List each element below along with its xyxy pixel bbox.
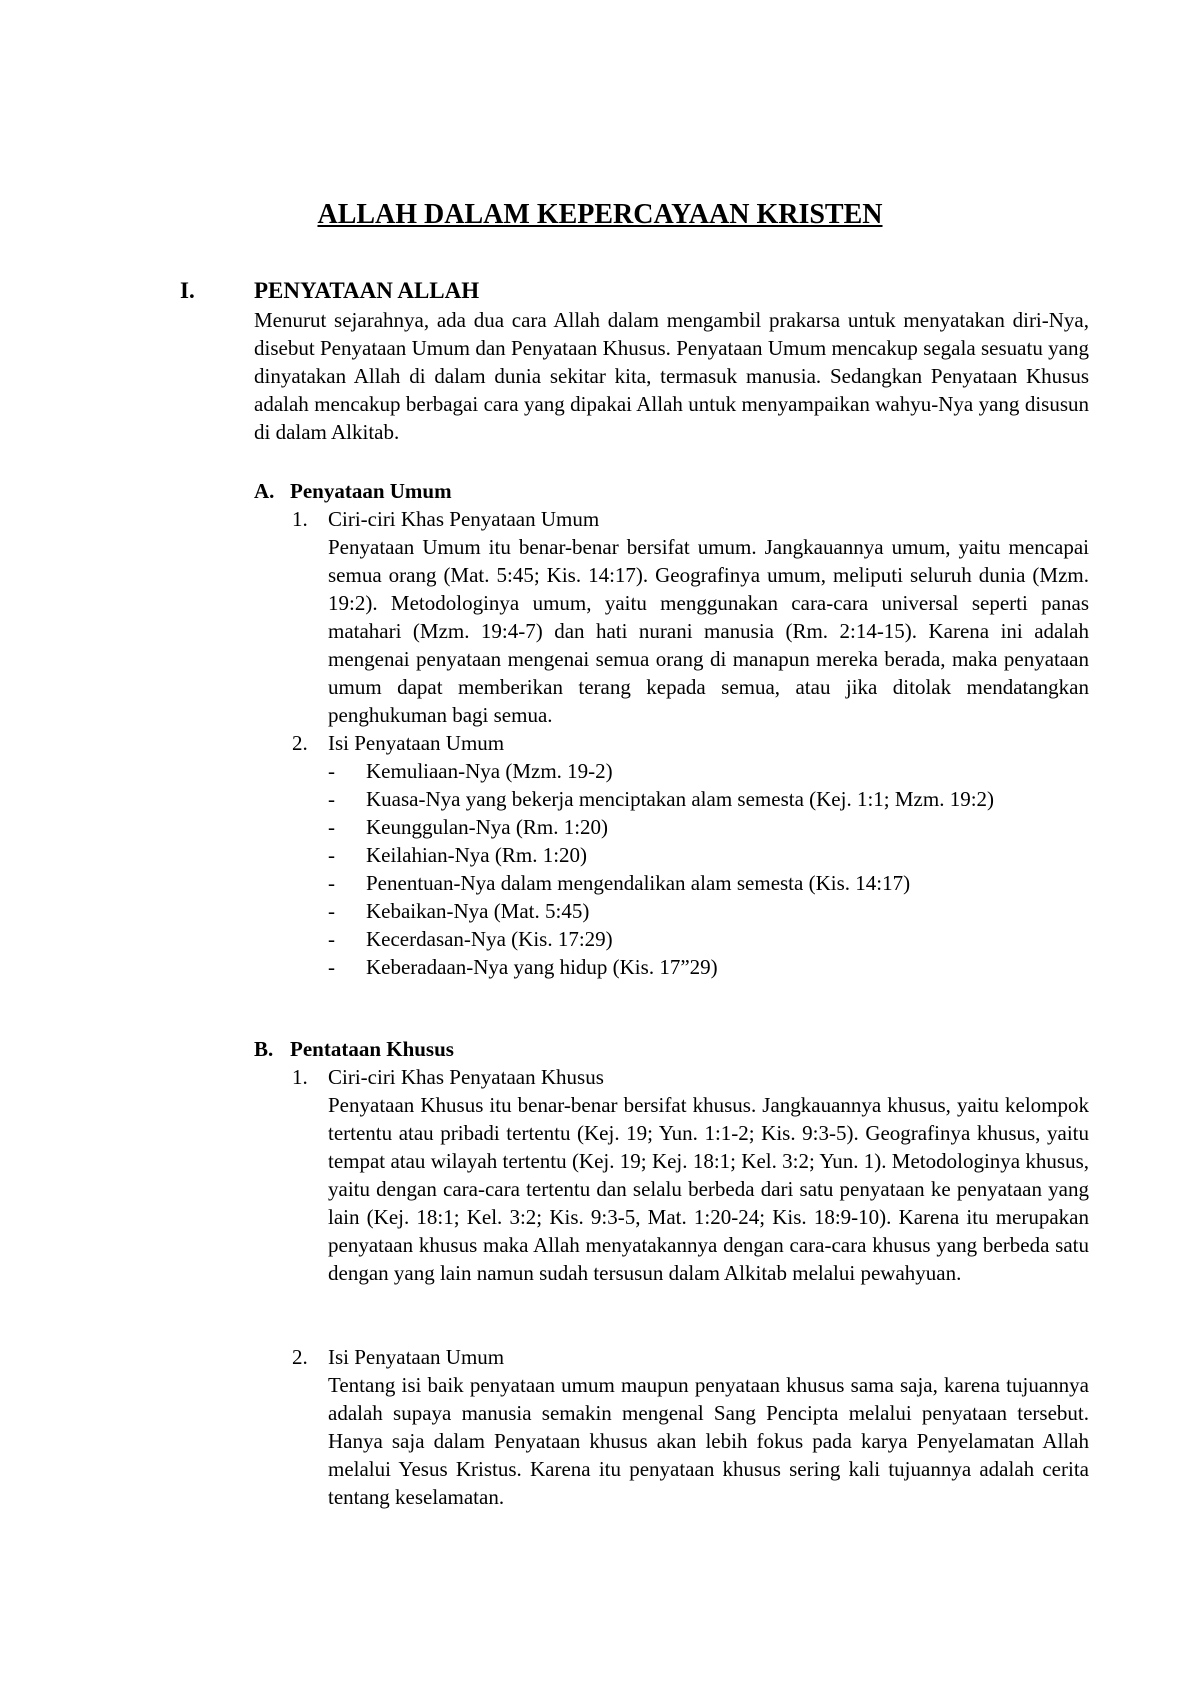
item-a1-paragraph: Penyataan Umum itu benar-benar bersifat umum. Jangkauannya umum, yaitu mencapai semua orang (Mat. 5:45; Kis. 14:17). Geografinya umum, meliputi seluruh dunia (Mzm. 19:2). Metodologinya umum, yaitu menggunakan cara-cara universal seperti panas matahari (Mzm. 19:4-7) dan hati nurani manusia (Rm. 2:14-15). Karena ini adalah mengenai penyataan mengenai semua orang di manapun mereka berada, maka penyataan umum dapat memberikan terang kepada semua, atau jika ditolak mendatangkan penghukuman bagi semua. bbox=[328, 535, 1089, 727]
item-a2-title: Isi Penyataan Umum bbox=[328, 731, 505, 755]
list-item bbox=[328, 813, 1089, 841]
list-item bbox=[328, 953, 1089, 981]
list-item-text: Kecerdasan-Nya (Kis. 17:29) bbox=[366, 927, 613, 951]
subsection-a-letter: A. bbox=[254, 479, 275, 503]
list-item-text: Kemuliaan-Nya (Mzm. 19-2) bbox=[366, 759, 613, 783]
item-b1-paragraph: Penyataan Khusus itu benar-benar bersifat khusus. Jangkauannya khusus, yaitu kelompok tertentu atau pribadi tertentu (Kej. 19; Yun. 1:1-2; Kis. 9:3-5). Geografinya khusus, yaitu tempat atau wilayah tertentu (Kej. 19; Kej. 18:1; Kel. 3:2; Yun. 1). Metodologinya khusus, yaitu dengan cara-cara tertentu dan selalu berbeda dari satu penyataan ke penyataan yang lain (Kej. 18:1; Kel. 3:2; Kis. 9:3-5, Mat. 1:20-24; Kis. 18:9-10). Karena itu merupakan penyataan khusus maka Allah menyatakannya dengan cara-cara khusus yang berbeda satu dengan yang lain namun sudah tersusun dalam Alkitab melalui pewahyuan. bbox=[328, 1093, 1089, 1285]
item-a2-bullet-list bbox=[328, 757, 1089, 981]
list-item-text: Keberadaan-Nya yang hidup (Kis. 17”29) bbox=[366, 955, 718, 979]
list-item-text: Keilahian-Nya (Rm. 1:20) bbox=[366, 843, 588, 867]
list-item bbox=[328, 785, 1089, 813]
section-title: PENYATAAN ALLAH bbox=[254, 278, 480, 303]
item-a1-number: 1. bbox=[292, 507, 308, 531]
subsection-b-title: Pentataan Khusus bbox=[290, 1037, 454, 1061]
section-number: I. bbox=[180, 278, 195, 303]
dash-bullet-icon: - bbox=[328, 899, 335, 923]
list-item bbox=[328, 897, 1089, 925]
dash-bullet-icon: - bbox=[328, 843, 335, 867]
dash-bullet-icon: - bbox=[328, 759, 335, 783]
list-item-text: Kebaikan-Nya (Mat. 5:45) bbox=[366, 899, 590, 923]
list-item bbox=[328, 841, 1089, 869]
section-intro-paragraph: Menurut sejarahnya, ada dua cara Allah dalam mengambil prakarsa untuk menyatakan diri-Nya, disebut Penyataan Umum dan Penyataan Khusus. Penyataan Umum mencakup segala sesuatu yang dinyatakan Allah di dalam dunia sekitar kita, termasuk manusia. Sedangkan Penyataan Khusus adalah mencakup berbagai cara yang dipakai Allah untuk menyampaikan wahyu-Nya yang disusun di dalam Alkitab. bbox=[254, 308, 1089, 444]
item-b2-title: Isi Penyataan Umum bbox=[328, 1345, 505, 1369]
item-b1-title: Ciri-ciri Khas Penyataan Khusus bbox=[328, 1065, 604, 1089]
item-b2-number: 2. bbox=[292, 1345, 308, 1369]
list-item-text: Kuasa-Nya yang bekerja menciptakan alam semesta (Kej. 1:1; Mzm. 19:2) bbox=[366, 787, 995, 811]
item-a2-number: 2. bbox=[292, 731, 308, 755]
list-item bbox=[328, 869, 1089, 897]
subsection-b-letter: B. bbox=[254, 1037, 274, 1061]
item-a1-title: Ciri-ciri Khas Penyataan Umum bbox=[328, 507, 600, 531]
item-b2-paragraph: Tentang isi baik penyataan umum maupun penyataan khusus sama saja, karena tujuannya adalah supaya manusia semakin mengenal Sang Pencipta melalui penyataan tersebut. Hanya saja dalam Penyataan khusus akan lebih fokus pada karya Penyelamatan Allah melalui Yesus Kristus. Karena itu penyataan khusus sering kali tujuannya adalah cerita tentang keselamatan. bbox=[328, 1373, 1089, 1509]
subsection-a-heading bbox=[254, 477, 452, 505]
list-item bbox=[328, 925, 1089, 953]
list-item-text: Keunggulan-Nya (Rm. 1:20) bbox=[366, 815, 609, 839]
dash-bullet-icon: - bbox=[328, 871, 335, 895]
item-b1-number: 1. bbox=[292, 1065, 308, 1089]
dash-bullet-icon: - bbox=[328, 815, 335, 839]
list-item-text: Penentuan-Nya dalam mengendalikan alam semesta (Kis. 14:17) bbox=[366, 871, 911, 895]
document-title: ALLAH DALAM KEPERCAYAAN KRISTEN bbox=[317, 199, 883, 230]
dash-bullet-icon: - bbox=[328, 787, 335, 811]
subsection-a-title: Penyataan Umum bbox=[290, 479, 452, 503]
list-item bbox=[328, 757, 1089, 785]
dash-bullet-icon: - bbox=[328, 927, 335, 951]
dash-bullet-icon: - bbox=[328, 955, 335, 979]
subsection-b-heading bbox=[254, 1035, 454, 1063]
